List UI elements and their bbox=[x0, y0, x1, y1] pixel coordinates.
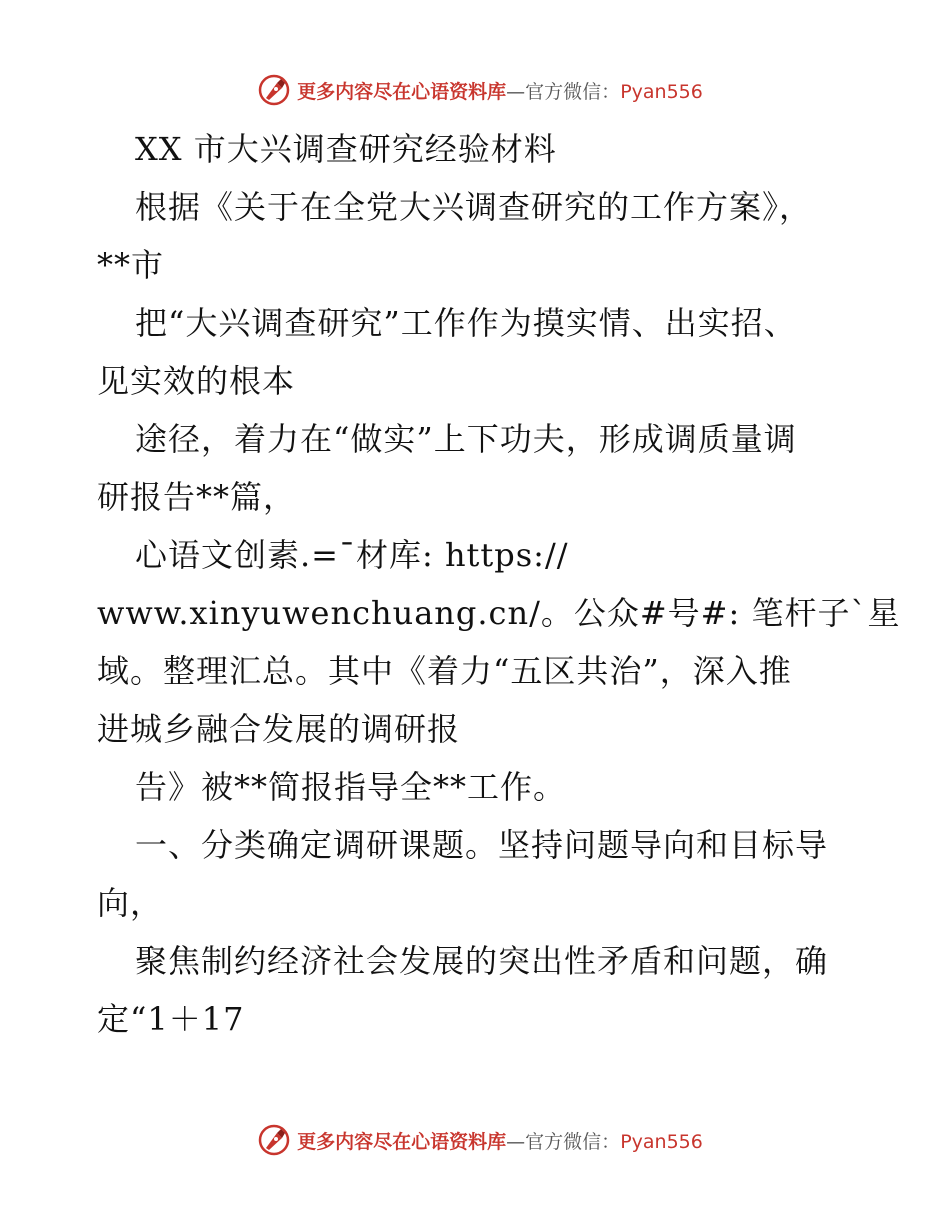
doc-line: 根据《关于在全党大兴调查研究的工作方案》， bbox=[135, 188, 813, 226]
doc-line: 向， bbox=[97, 884, 164, 922]
doc-line: 进城乡融合发展的调研报 bbox=[97, 710, 461, 748]
footer-banner-inner bbox=[247, 1123, 703, 1157]
doc-section-heading: 一、分类确定调研课题。坚持问题导向和目标导 bbox=[135, 826, 829, 864]
doc-line: 域。整理汇总。其中《着力“五区共治”，深入推 bbox=[97, 652, 792, 690]
doc-title: XX 市大兴调查研究经验材料 bbox=[135, 130, 557, 168]
doc-line: www.xinyuwenchuang.cn/。公众#号#: 笔杆子`星 bbox=[97, 594, 901, 632]
doc-line: 告》被**简报指导全**工作。 bbox=[135, 768, 567, 806]
document-body bbox=[97, 120, 901, 1048]
doc-line: 定“1＋17 bbox=[97, 1000, 245, 1038]
footer-banner-wechat-id: Pyan556 bbox=[620, 1130, 703, 1153]
footer-banner-separator: —官方微信： bbox=[506, 1130, 621, 1153]
doc-line: **市 bbox=[97, 246, 165, 284]
header-banner-title: 更多内容尽在心语资料库 bbox=[297, 80, 507, 103]
doc-line: 聚焦制约经济社会发展的突出性矛盾和问题，确 bbox=[135, 942, 829, 980]
header-banner-inner bbox=[247, 73, 703, 107]
header-banner-separator: —官方微信： bbox=[506, 80, 621, 103]
pen-nib-logo-icon bbox=[257, 73, 291, 107]
footer-banner-text bbox=[297, 1127, 703, 1154]
doc-line: 研报告**篇， bbox=[97, 478, 297, 516]
header-banner-wechat-id: Pyan556 bbox=[620, 80, 703, 103]
header-banner bbox=[0, 70, 950, 110]
footer-banner bbox=[0, 1120, 950, 1160]
pen-nib-logo-icon bbox=[257, 1123, 291, 1157]
doc-line: 见实效的根本 bbox=[97, 362, 296, 400]
footer-banner-title: 更多内容尽在心语资料库 bbox=[297, 1130, 507, 1153]
header-banner-text bbox=[297, 77, 703, 104]
doc-line: 心语文创素.=¯材库: https:// bbox=[135, 536, 569, 574]
doc-line: 把“大兴调查研究”工作作为摸实情、出实招、 bbox=[135, 304, 797, 342]
doc-line: 途径，着力在“做实”上下功夫，形成调质量调 bbox=[135, 420, 797, 458]
